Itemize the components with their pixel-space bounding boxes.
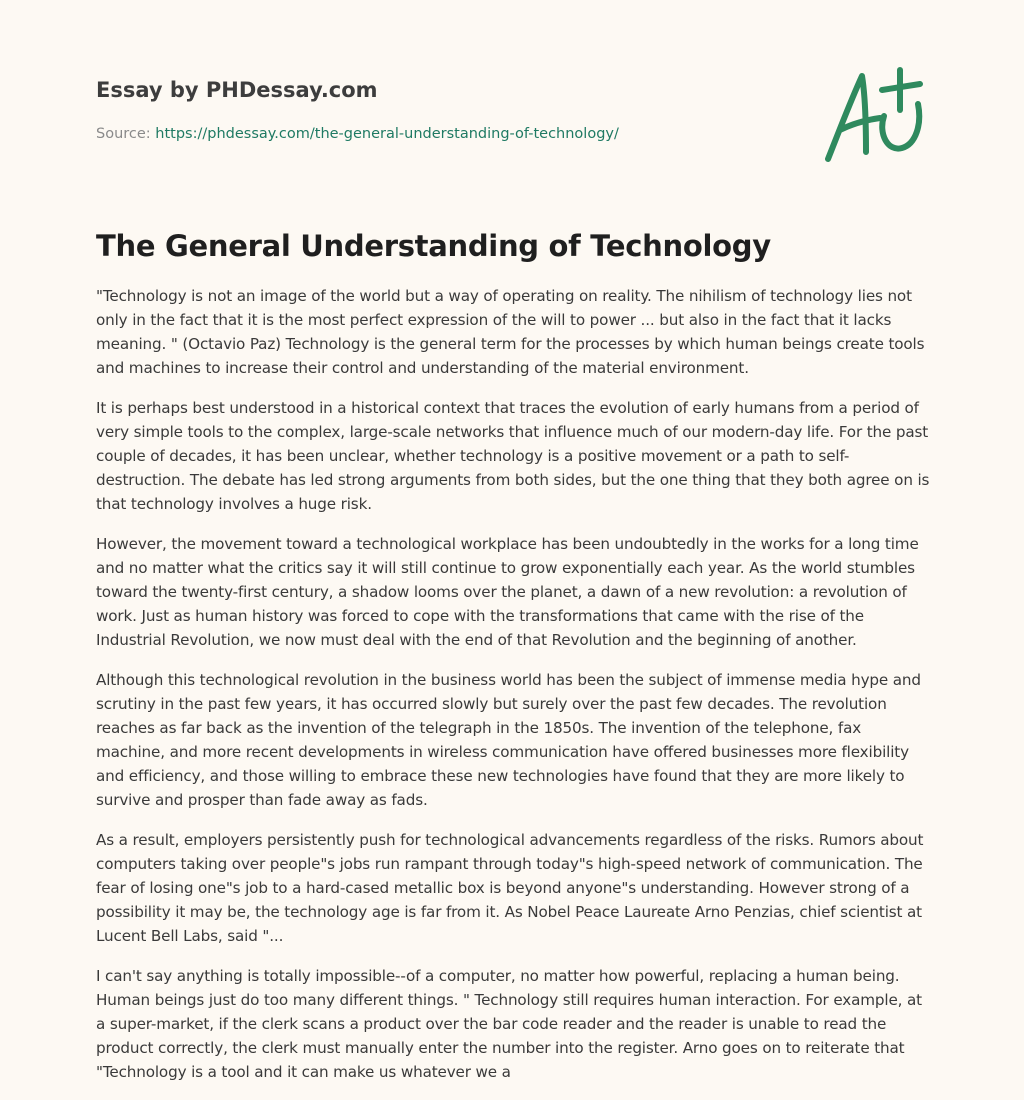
essay-paragraph: "Technology is not an image of the world but a way of operating on reality. The nihilism of technology lies not only in the fact that it is the most perfect expression of the will to power ... but also in the fact that it lacks meaning. " (Octavio Paz) Technology is the general term for the processes by which human beings create tools and machines to increase their control and understanding of the material environment.: [96, 287, 925, 377]
essay-body: [96, 284, 934, 1100]
source-label: Source:: [96, 126, 156, 142]
source-link[interactable]: https://phdessay.com/the-general-understanding-of-technology/: [155, 126, 619, 142]
essay-paragraph: Although this technological revolution in the business world has been the subject of immense media hype and scrutiny in the past few years, it has occurred slowly but surely over the past few decades. The revolution reaches as far back as the invention of the telegraph in the 1850s. The invention of the telephone, fax machine, and more recent developments in wireless communication have offered businesses more flexibility and efficiency, and those willing to embrace these new technologies have found that they are more likely to survive and prosper than fade away as fads.: [96, 671, 921, 809]
essay-paragraph: As a result, employers persistently push for technological advancements regardless of the risks. Rumors about computers taking over people"s jobs run rampant through today"s high-speed network of communication. The fear of losing one"s job to a hard-cased metallic box is beyond anyone"s understanding. However strong of a possibility it may be, the technology age is far from it. As Nobel Peace Laureate Arno Penzias, chief scientist at Lucent Bell Labs, said "...: [96, 831, 924, 945]
essay-title: The General Understanding of Technology: [96, 229, 771, 263]
essay-paragraph: It is perhaps best understood in a historical context that traces the evolution of early humans from a period of very simple tools to the complex, large-scale networks that influence much of our modern-day life. For the past couple of decades, it has been unclear, whether technology is a positive movement or a path to self-destruction. The debate has led strong arguments from both sides, but the one thing that they both agree on is that technology involves a huge risk.: [96, 399, 930, 513]
page-header: [96, 76, 796, 144]
a-plus-logo-icon: [818, 64, 930, 168]
source-line: [96, 124, 796, 144]
site-brand: Essay by PHDessay.com: [96, 78, 378, 102]
essay-paragraph: However, the movement toward a technological workplace has been undoubtedly in the works for a long time and no matter what the critics say it will still continue to grow exponentially each year. As the world stumbles toward the twenty-first century, a shadow looms over the planet, a dawn of a new revolution: a revolution of work. Just as human history was forced to cope with the transformations that came with the rise of the Industrial Revolution, we now must deal with the end of that Revolution and the beginning of another.: [96, 535, 919, 649]
essay-paragraph: I can't say anything is totally impossible--of a computer, no matter how powerful, replacing a human being. Human beings just do too many different things. " Technology still requires human interaction. For example, at a super-market, if the clerk scans a product over the bar code reader and the reader is unable to read the product correctly, the clerk must manually enter the number into the register. Arno goes on to reiterate that "Technology is a tool and it can make us whatever we a: [96, 967, 922, 1081]
